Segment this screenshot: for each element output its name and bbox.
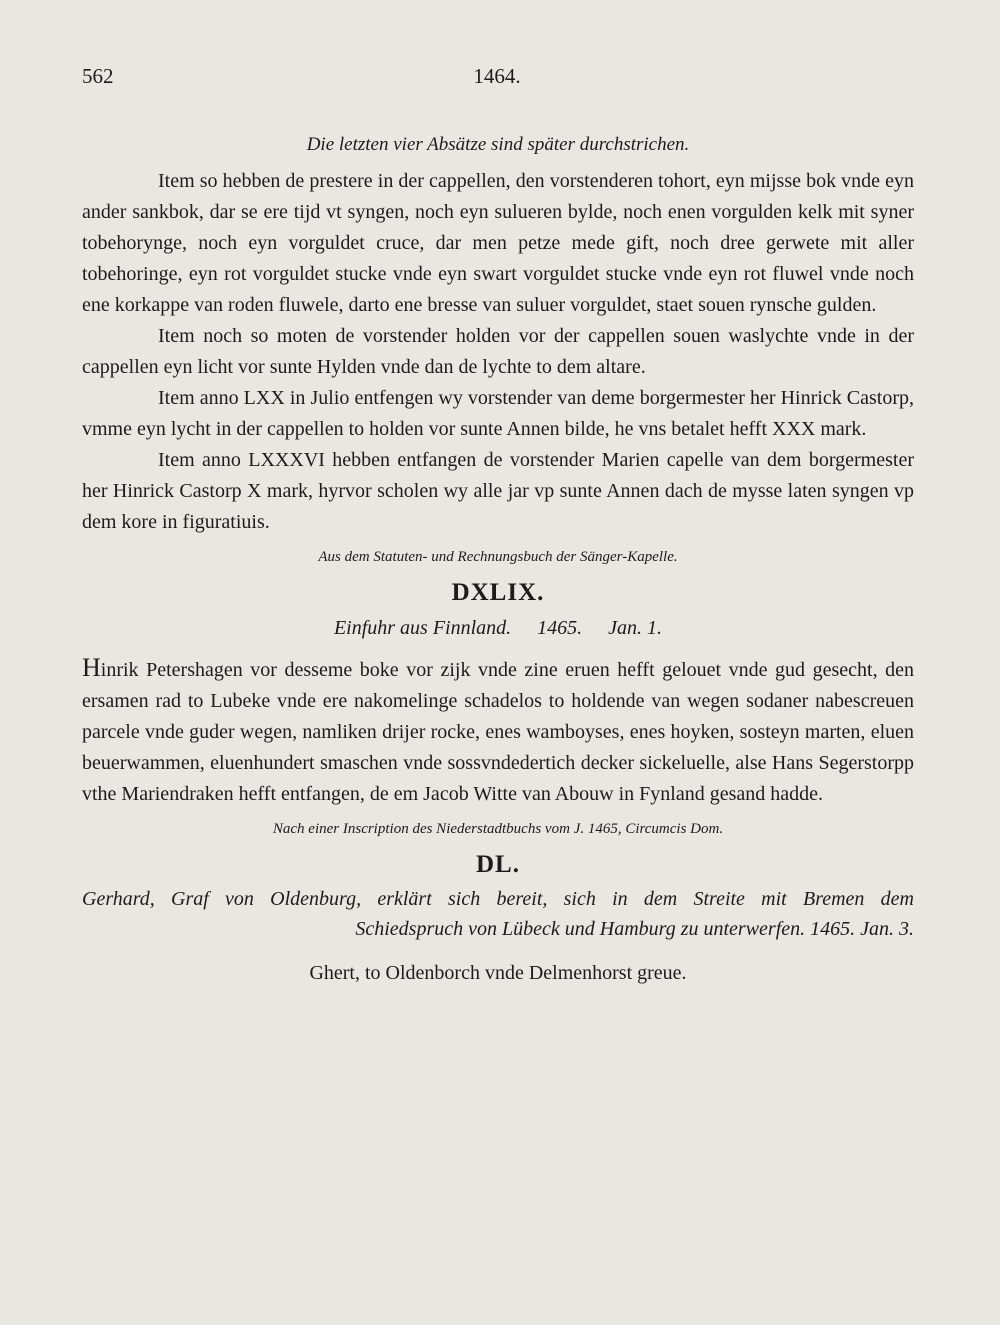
editorial-note: Die letzten vier Absätze sind später durchstrichen. (306, 134, 690, 155)
running-year: 1464. (473, 64, 521, 88)
paragraph: Item anno LXXXVI hebben entfangen de vorstender Marien capelle van dem borgermester her Hinrick Castorp X mark, hyrvor scholen wy alle jar vp sunte Annen dach de mysse laten syngen vp dem kore in figuratiuis. (82, 449, 914, 533)
document-heading (82, 612, 914, 644)
paragraph: Item noch so moten de vorstender holden vor der cappellen souen waslychte vnde in der cappellen eyn licht vor sunte Hylden vnde dan de lychte to dem altare. (82, 325, 914, 378)
document-title-line: Schiedspruch von Lübeck und Hamburg zu unterwerfen. 1465. Jan. 3. (355, 918, 914, 940)
document-date: Jan. 1. (608, 617, 663, 639)
document-number: DL. (476, 851, 520, 878)
page-header (82, 64, 912, 94)
document-year: 1465. (537, 617, 583, 639)
page-body (82, 130, 914, 988)
document-text: Ghert, to Oldenborch vnde Delmenhorst greue. (309, 962, 687, 984)
document-title-line: Gerhard, Graf von Oldenburg, erklärt sich bereit, sich in dem Streite mit Bremen dem (82, 888, 914, 910)
document-title: Einfuhr aus Finnland. (333, 617, 512, 639)
source-citation: Aus dem Statuten- und Rechnungsbuch der Sänger-Kapelle. (318, 549, 678, 565)
document-heading (82, 884, 914, 944)
paragraph: Item anno LXX in Julio entfengen wy vorstender van deme borgermester her Hinrick Castorp, vmme eyn lycht in der cappellen to holden vor sunte Annen bilde, he vns betalet hefft XXX mark. (82, 387, 914, 440)
document-number: DXLIX. (451, 579, 545, 606)
page-number: 562 (82, 64, 114, 88)
paragraph: Item so hebben de prestere in der cappellen, den vorstenderen tohort, eyn mijsse bok vnde eyn ander sankbok, dar se ere tijd vt syngen, noch eyn sulueren bylde, noch enen vorgulden kelk mit syner tobehorynge, noch eyn vorguldet cruce, dar men petze mede gift, noch dree gerwete mit aller tobehoringe, eyn rot vorguldet stucke vnde eyn swart vorguldet stucke vnde eyn rot fluwel vnde noch ene korkappe van roden fluwele, darto ene bresse van suluer vorguldet, staet souen rynsche gulden. (82, 170, 914, 316)
initial-letter: H (82, 653, 101, 682)
document-text-body: inrik Petershagen vor desseme boke vor zijk vnde zine eruen hefft gelouet vnde gud gesecht, den ersamen rad to Lubeke vnde ere nakomelinge schadelos to holdende van wegen sodaner nabescreuen parcele vnde guder wegen, namliken drijer rocke, enes wamboyses, enes hoyken, sosteyn marten, eluen beuerwammen, eluenhundert smaschen vnde sossvndedertich decker sickeluelle, alse Hans Segerstorpp vthe Mariendraken hefft entfangen, de em Jacob Witte van Abouw in Fynland gesand hadde. (82, 659, 914, 805)
document-text (82, 652, 914, 810)
source-citation: Nach einer Inscription des Niederstadtbuchs vom J. 1465, Circumcis Dom. (272, 821, 724, 837)
